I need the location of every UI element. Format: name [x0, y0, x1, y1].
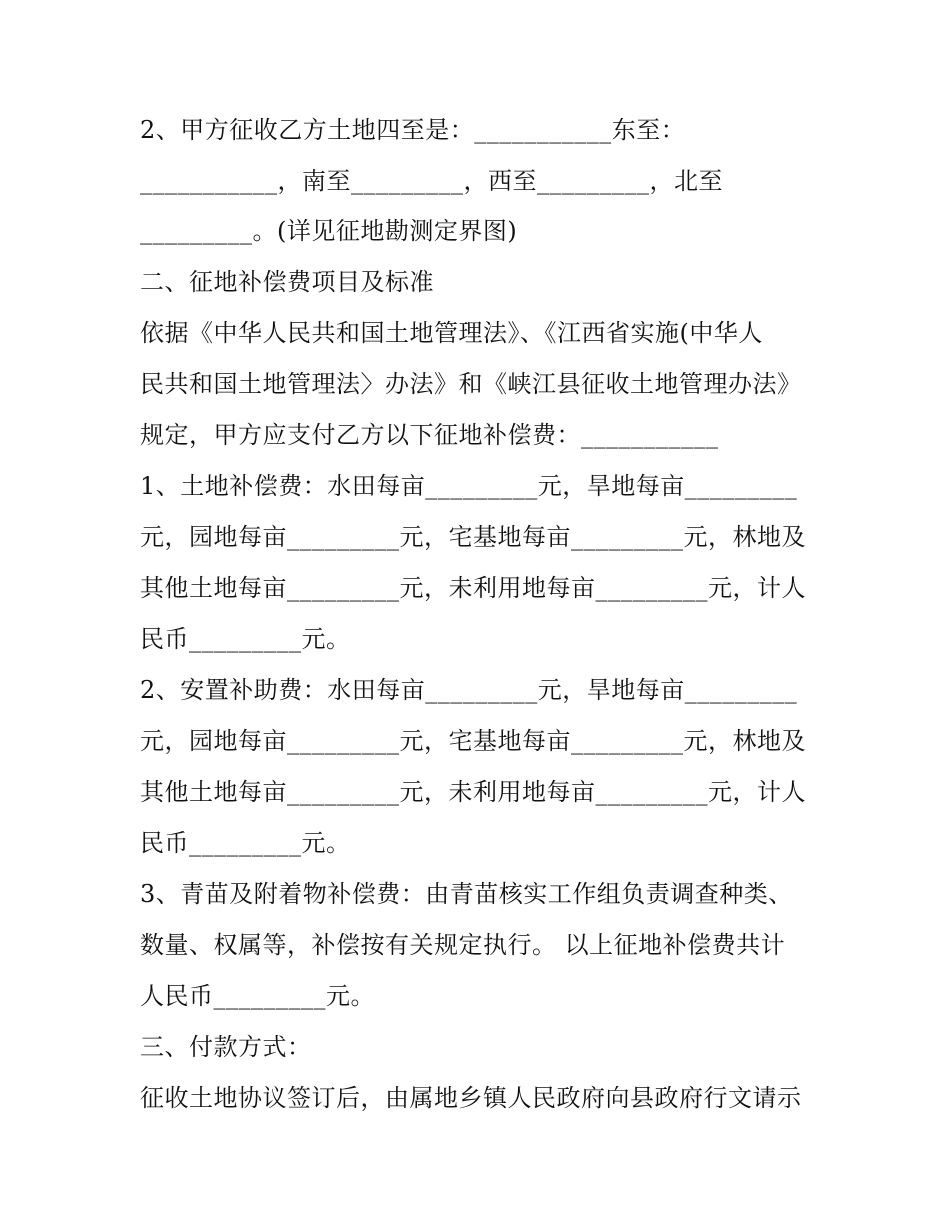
text-line: 民共和国土地管理法〉办法》和《峡江县征收土地管理办法》 — [140, 370, 802, 398]
text-line: 征收土地协议签订后，由属地乡镇人民政府向县政府行文请示 — [140, 1084, 802, 1112]
text-line: 民币_________元。 — [140, 829, 351, 857]
text-line: 其他土地每亩_________元，未利用地每亩_________元，计人 — [140, 778, 806, 806]
text-line: 数量、权属等，补偿按有关规定执行。 以上征地补偿费共计 — [140, 931, 786, 959]
text-line: 2、甲方征收乙方土地四至是：___________东至： — [140, 116, 686, 144]
text-line: 3、青苗及附着物补偿费：由青苗核实工作组负责调查种类、 — [140, 880, 793, 908]
section-heading: 二、征地补偿费项目及标准 — [140, 268, 434, 296]
text-line: 元，园地每亩_________元，宅基地每亩_________元，林地及 — [140, 727, 806, 755]
text-line: 元，园地每亩_________元，宅基地每亩_________元，林地及 — [140, 523, 806, 551]
text-line: 民币_________元。 — [140, 625, 351, 653]
text-line: ___________，南至_________，西至_________，北至 — [140, 167, 723, 195]
text-line: 其他土地每亩_________元，未利用地每亩_________元，计人 — [140, 574, 806, 602]
text-line: 人民币_________元。 — [140, 982, 375, 1010]
text-line: 依据《中华人民共和国土地管理法》、《江西省实施(中华人 — [140, 319, 763, 347]
text-line: _________。(详见征地勘测定界图) — [140, 217, 518, 245]
text-line: 2、安置补助费：水田每亩_________元，旱地每亩_________ — [140, 676, 798, 704]
text-line: 规定，甲方应支付乙方以下征地补偿费：___________ — [140, 421, 719, 449]
text-line: 1、土地补偿费：水田每亩_________元，旱地每亩_________ — [140, 472, 798, 500]
section-heading: 三、付款方式： — [140, 1033, 312, 1061]
